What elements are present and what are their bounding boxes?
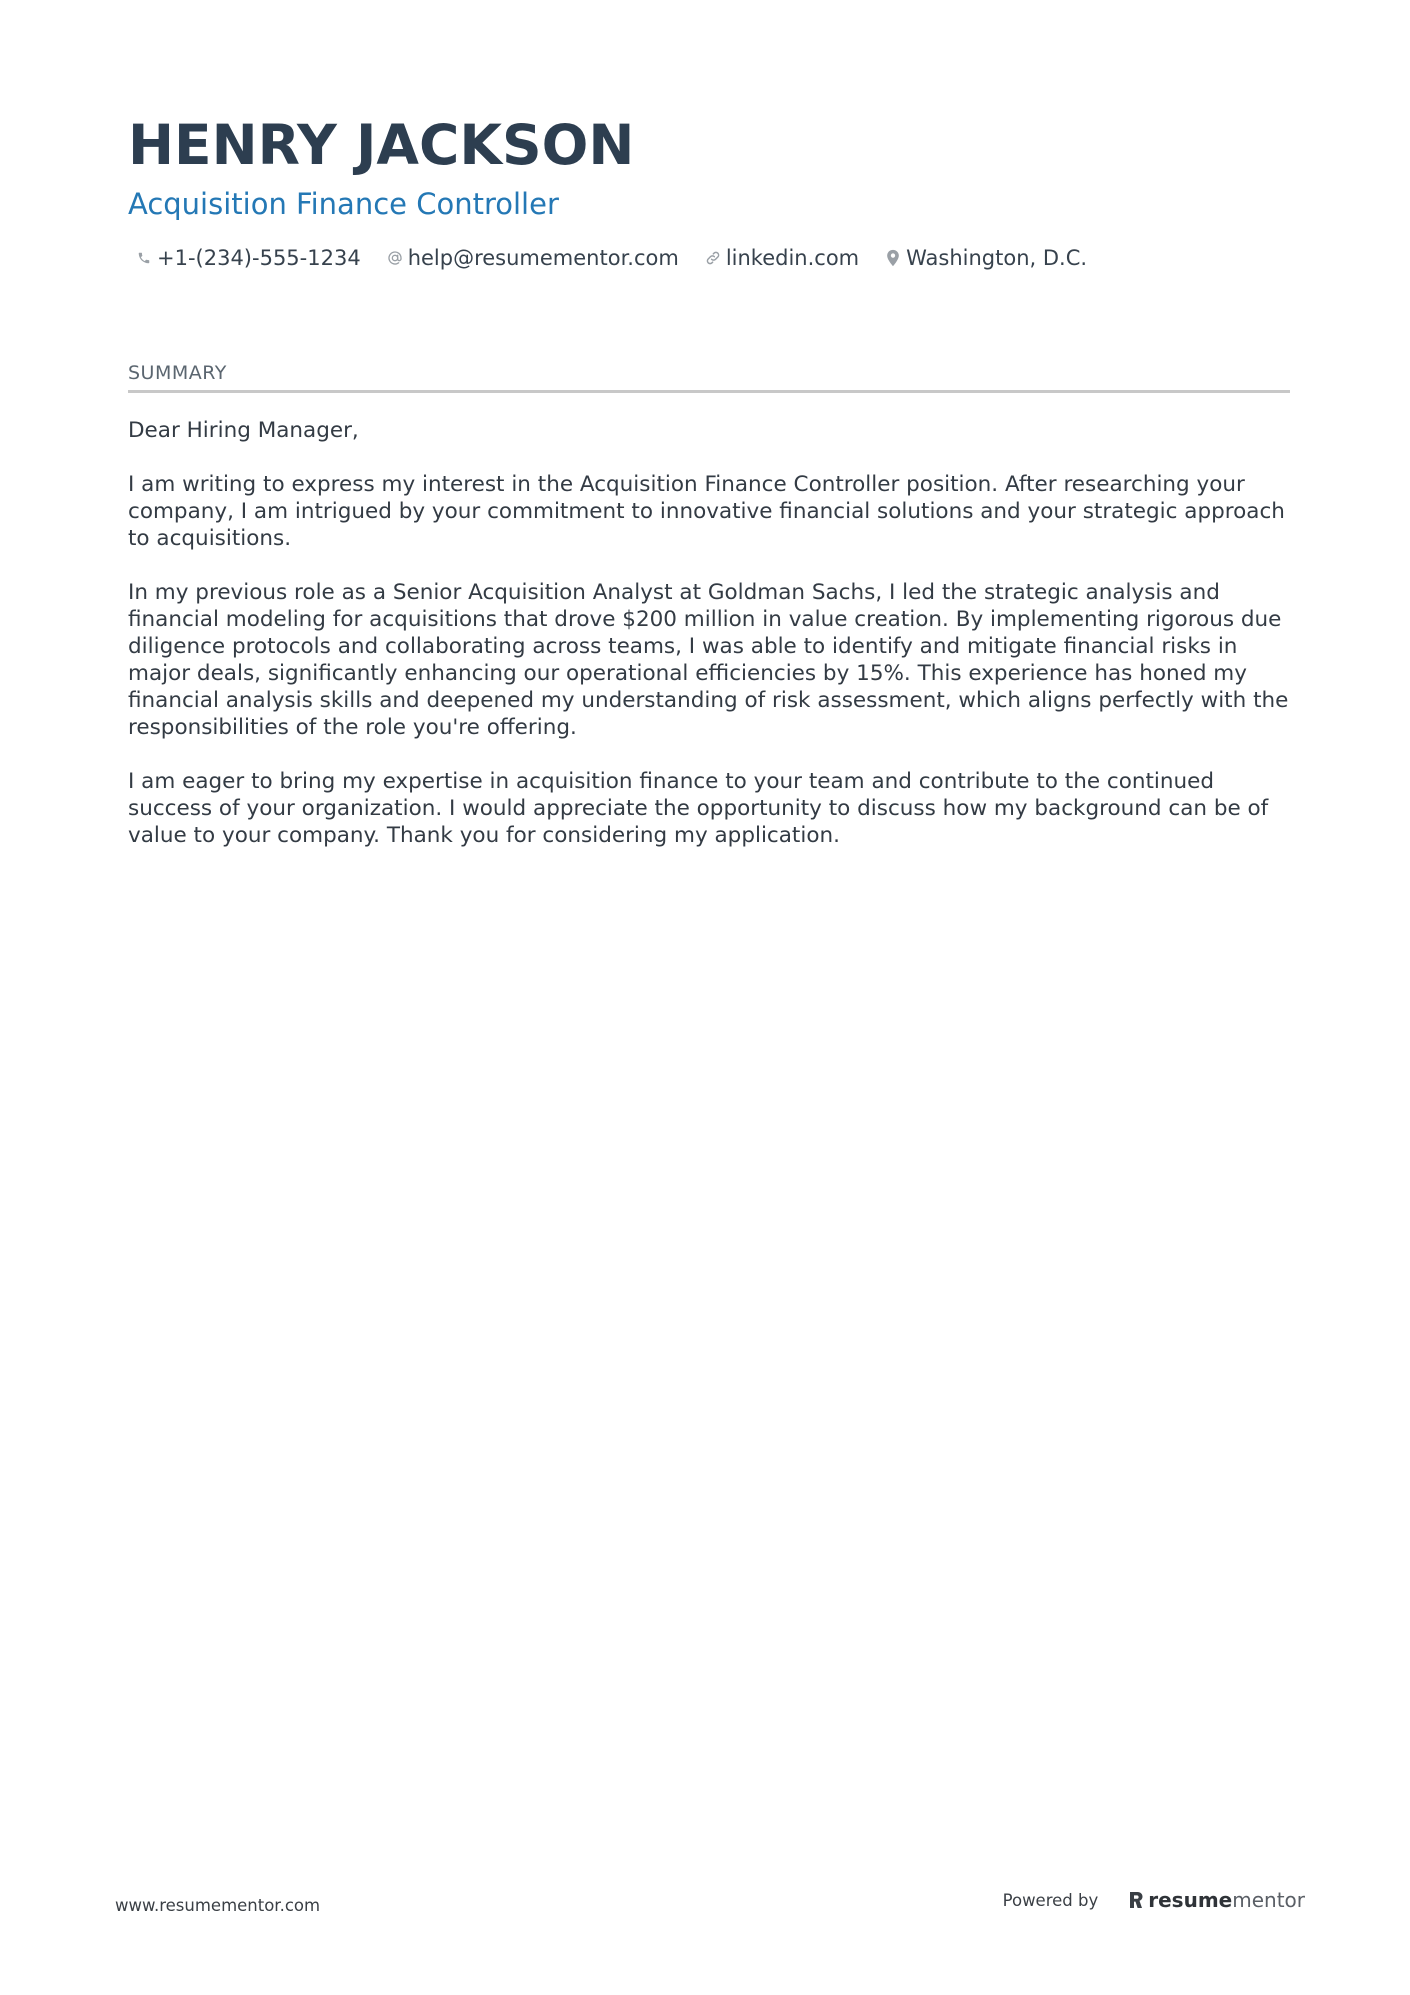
contact-phone <box>136 244 361 272</box>
phone-icon <box>136 248 152 268</box>
paragraph-closing: I am eager to bring my expertise in acquisition finance to your team and contribute to the continued success of your organization. I would appreciate the opportunity to discuss how my background can be of value to your company. Thank you for considering my application. <box>128 769 1269 848</box>
footer-website[interactable]: www.resumementor.com <box>115 1896 321 1915</box>
paragraph-intro: I am writing to express my interest in the Acquisition Finance Controller position. After researching your company, I am intrigued by your commitment to innovative financial solutions and your strategic approach to acquisitions. <box>128 472 1285 551</box>
candidate-name: HENRY JACKSON <box>128 113 635 177</box>
location-text: Washington, D.C. <box>906 246 1088 270</box>
resume-header <box>128 112 1288 272</box>
brand-text-resume: resume <box>1148 1888 1233 1912</box>
job-title: Acquisition Finance Controller <box>128 187 559 221</box>
resumementor-logo[interactable] <box>1128 1888 1305 1912</box>
powered-by-text: Powered by <box>1002 1890 1099 1910</box>
contact-location <box>885 244 1087 272</box>
contact-bar <box>128 244 1288 272</box>
contact-linkedin[interactable] <box>705 244 859 272</box>
email-text[interactable]: help@resumementor.com <box>407 246 679 270</box>
salutation: Dear Hiring Manager, <box>128 418 359 443</box>
location-pin-icon <box>885 248 901 268</box>
cover-letter-body <box>128 417 1290 849</box>
link-icon <box>705 248 721 268</box>
summary-section <box>128 360 1290 876</box>
paragraph-experience: In my previous role as a Senior Acquisition Analyst at Goldman Sachs, I led the strategic analysis and financial modeling for acquisitions that drove $200 million in value creation. By implementing rigorous due diligence protocols and collaborating across teams, I was able to identify and mitigate financial risks in major deals, significantly enhancing our operational efficiencies by 15%. This experience has honed my financial analysis skills and deepened my understanding of risk assessment, which aligns perfectly with the responsibilities of the role you're offering. <box>128 580 1289 740</box>
footer-branding <box>1003 1888 1305 1912</box>
at-icon <box>387 248 403 268</box>
section-heading: SUMMARY <box>128 360 1290 393</box>
phone-text: +1-(234)-555-1234 <box>157 246 361 270</box>
linkedin-text[interactable]: linkedin.com <box>725 246 860 270</box>
brand-mark-icon <box>1128 1890 1144 1910</box>
contact-email[interactable] <box>387 244 679 272</box>
brand-text-mentor: mentor <box>1232 1888 1305 1912</box>
